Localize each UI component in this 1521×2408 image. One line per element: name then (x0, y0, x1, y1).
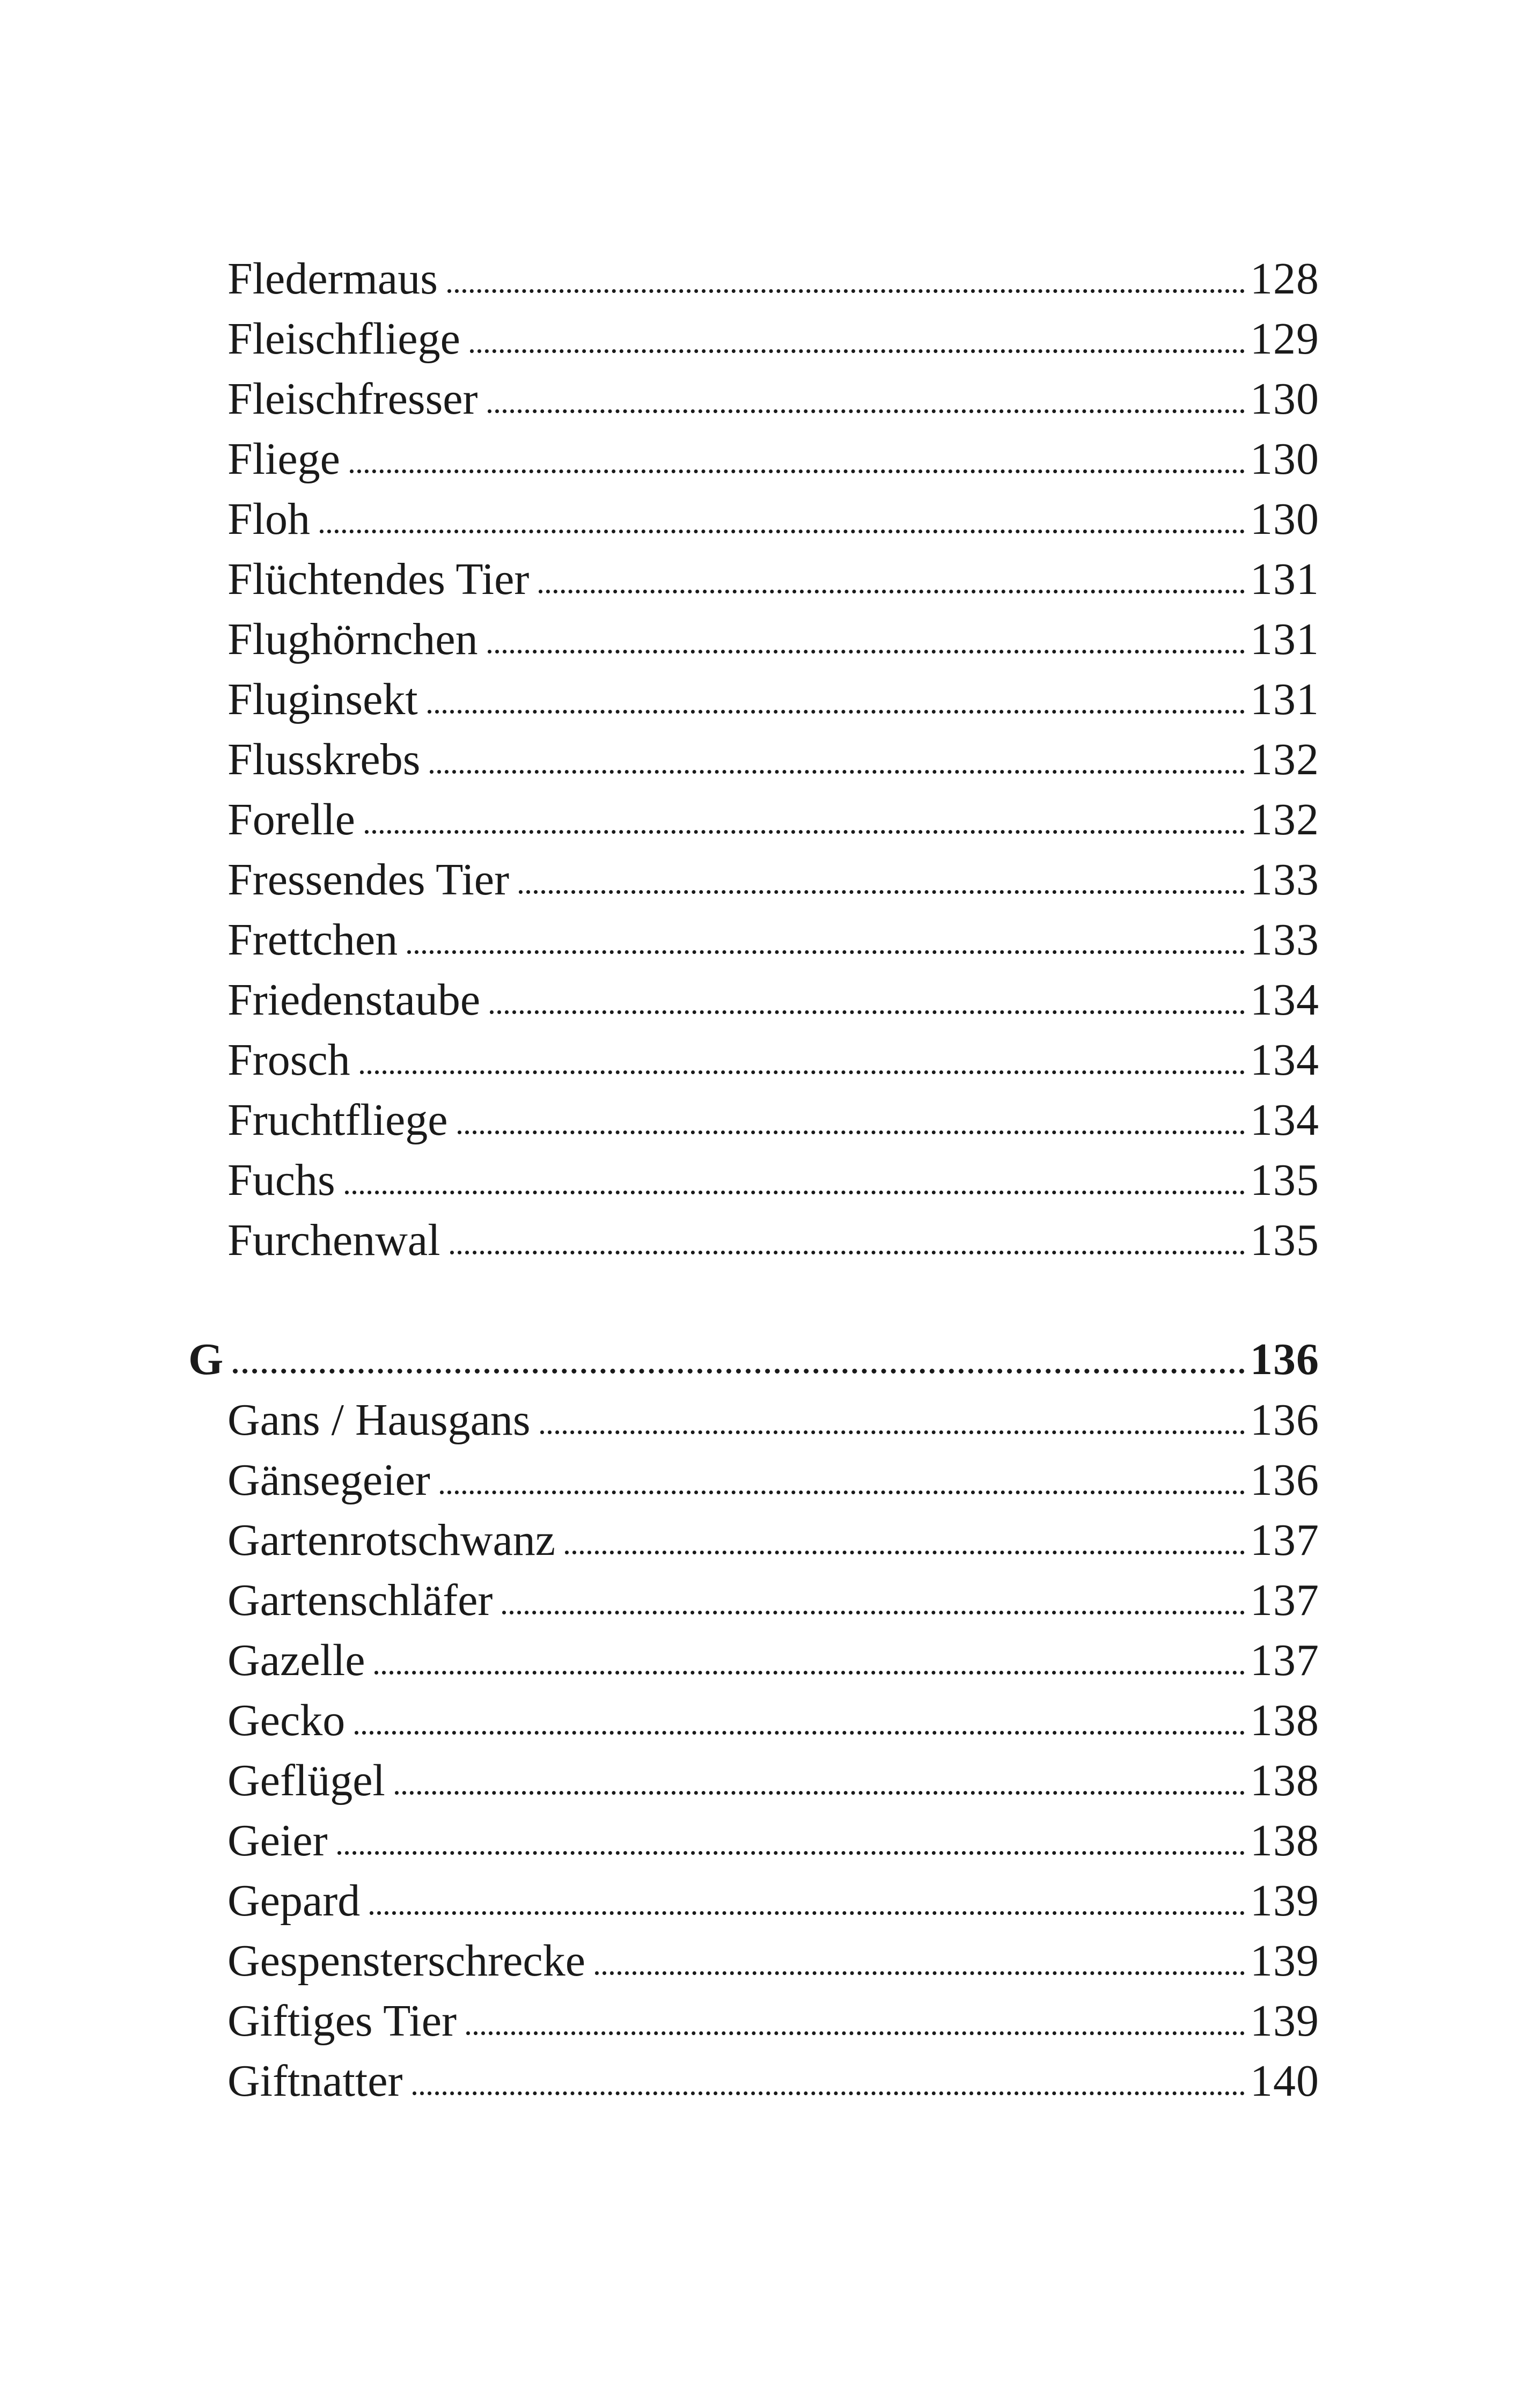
entry-page-number: 132 (1250, 795, 1319, 845)
dot-leader (595, 1971, 1245, 1975)
entry-label: Gazelle (227, 1635, 365, 1685)
entry-page-number: 131 (1250, 554, 1319, 604)
entry-label: Friedenstaube (227, 975, 481, 1025)
entry-page-number: 138 (1250, 1756, 1319, 1805)
entry-page-number: 132 (1250, 735, 1319, 784)
entry-label: Fliege (227, 434, 340, 484)
dot-leader (374, 1671, 1245, 1675)
dot-leader (540, 1430, 1245, 1434)
entry-page-number: 135 (1250, 1215, 1319, 1265)
toc-entry[interactable] (227, 1155, 1319, 1205)
entry-label: Fuchs (227, 1155, 335, 1205)
entry-page-number: 131 (1250, 614, 1319, 664)
dot-leader (565, 1551, 1245, 1554)
entry-label: Gartenrotschwanz (227, 1515, 556, 1565)
dot-leader (539, 590, 1245, 593)
entry-label: Frettchen (227, 915, 398, 965)
entry-page-number: 129 (1250, 314, 1319, 364)
entry-page-number: 136 (1250, 1455, 1319, 1505)
dot-leader (407, 950, 1245, 954)
entry-label: Fressendes Tier (227, 855, 510, 905)
toc-entry[interactable] (227, 795, 1319, 845)
entry-page-number: 138 (1250, 1816, 1319, 1866)
toc-entry[interactable] (227, 1635, 1319, 1685)
entry-label: Gepard (227, 1876, 361, 1926)
dot-leader (502, 1611, 1245, 1614)
entry-label: Geflügel (227, 1756, 385, 1805)
entry-page-number: 137 (1250, 1635, 1319, 1685)
dot-leader (233, 1369, 1245, 1374)
entry-page-number: 134 (1250, 975, 1319, 1025)
dot-leader (355, 1731, 1245, 1735)
entry-label: Floh (227, 494, 311, 544)
toc-entry[interactable] (227, 1816, 1319, 1866)
entry-label: Frosch (227, 1035, 350, 1085)
entry-page-number: 137 (1250, 1575, 1319, 1625)
dot-leader (488, 650, 1245, 654)
toc-entry[interactable] (227, 1395, 1319, 1445)
toc-entry[interactable] (227, 1215, 1319, 1265)
toc-entry[interactable] (227, 917, 1319, 963)
toc-entry[interactable] (227, 614, 1319, 664)
toc-entry[interactable] (227, 314, 1319, 364)
toc-entry[interactable] (227, 1095, 1319, 1145)
section-letter: G (188, 1334, 224, 1384)
dot-leader (320, 530, 1245, 533)
entry-label: Forelle (227, 795, 355, 845)
toc-entry[interactable] (227, 1936, 1319, 1986)
dot-leader (440, 1491, 1245, 1494)
toc-entry[interactable] (227, 554, 1319, 604)
toc-entry[interactable] (227, 1455, 1319, 1505)
entry-label: Giftnatter (227, 2056, 403, 2106)
toc-entry[interactable] (227, 1575, 1319, 1625)
toc-entry[interactable] (227, 256, 1319, 302)
entry-page-number: 140 (1250, 2056, 1319, 2106)
entry-label: Fleischfresser (227, 374, 478, 424)
toc-entry[interactable] (227, 1758, 1319, 1803)
dot-leader (428, 710, 1245, 714)
entry-page-number: 137 (1250, 1515, 1319, 1565)
entry-page-number: 134 (1250, 1035, 1319, 1085)
dot-leader (447, 289, 1245, 293)
section-page-number: 136 (1250, 1334, 1319, 1384)
entry-page-number: 139 (1250, 1996, 1319, 2046)
entry-page-number: 130 (1250, 494, 1319, 544)
dot-leader (365, 830, 1245, 834)
entry-label: Gespensterschrecke (227, 1936, 585, 1986)
entry-page-number: 133 (1250, 915, 1319, 965)
dot-leader (345, 1191, 1245, 1194)
dot-leader (395, 1791, 1245, 1795)
dot-leader (470, 349, 1245, 353)
toc-entry[interactable] (227, 1695, 1319, 1745)
entry-page-number: 130 (1250, 374, 1319, 424)
toc-entry[interactable] (227, 975, 1319, 1025)
entry-page-number: 135 (1250, 1155, 1319, 1205)
entry-label: Flüchtendes Tier (227, 554, 530, 604)
entry-label: Fledermaus (227, 254, 438, 304)
dot-leader (490, 1010, 1245, 1014)
dot-leader (360, 1070, 1245, 1074)
entry-label: Flusskrebs (227, 735, 421, 784)
toc-entry[interactable] (227, 1878, 1319, 1924)
entry-label: Fleischfliege (227, 314, 460, 364)
entry-label: Gecko (227, 1695, 346, 1745)
entry-page-number: 139 (1250, 1876, 1319, 1926)
dot-leader (519, 890, 1245, 894)
entry-page-number: 128 (1250, 254, 1319, 304)
toc-section-header[interactable] (188, 1334, 1319, 1384)
dot-leader (450, 1251, 1245, 1254)
dot-leader (458, 1130, 1245, 1134)
toc-entry[interactable] (227, 1035, 1319, 1085)
dot-leader (488, 409, 1245, 413)
entry-page-number: 130 (1250, 434, 1319, 484)
entry-page-number: 134 (1250, 1095, 1319, 1145)
entry-label: Flughörnchen (227, 614, 478, 664)
dot-leader (337, 1851, 1245, 1855)
entry-label: Gans / Hausgans (227, 1395, 531, 1445)
toc-entry[interactable] (227, 2056, 1319, 2106)
entry-label: Geier (227, 1816, 328, 1866)
toc-entry[interactable] (227, 1996, 1319, 2046)
toc-entry[interactable] (227, 737, 1319, 782)
dot-leader (430, 770, 1245, 774)
entry-page-number: 131 (1250, 674, 1319, 724)
toc-entry[interactable] (227, 374, 1319, 424)
entry-page-number: 136 (1250, 1395, 1319, 1445)
entry-label: Gänsegeier (227, 1455, 430, 1505)
dot-leader (466, 2031, 1245, 2035)
entry-page-number: 133 (1250, 855, 1319, 905)
toc-entry[interactable] (227, 674, 1319, 724)
entry-label: Giftiges Tier (227, 1996, 457, 2046)
dot-leader (350, 469, 1245, 473)
entry-page-number: 138 (1250, 1695, 1319, 1745)
toc-entry[interactable] (227, 1515, 1319, 1565)
dot-leader (370, 1911, 1245, 1915)
toc-entry[interactable] (227, 434, 1319, 484)
dot-leader (413, 2091, 1245, 2095)
toc-entry[interactable] (227, 494, 1319, 544)
entry-label: Furchenwal (227, 1215, 440, 1265)
entry-label: Fluginsekt (227, 674, 418, 724)
entry-page-number: 139 (1250, 1936, 1319, 1986)
entry-label: Gartenschläfer (227, 1575, 493, 1625)
toc-entry[interactable] (227, 855, 1319, 905)
entry-label: Fruchtfliege (227, 1095, 448, 1145)
